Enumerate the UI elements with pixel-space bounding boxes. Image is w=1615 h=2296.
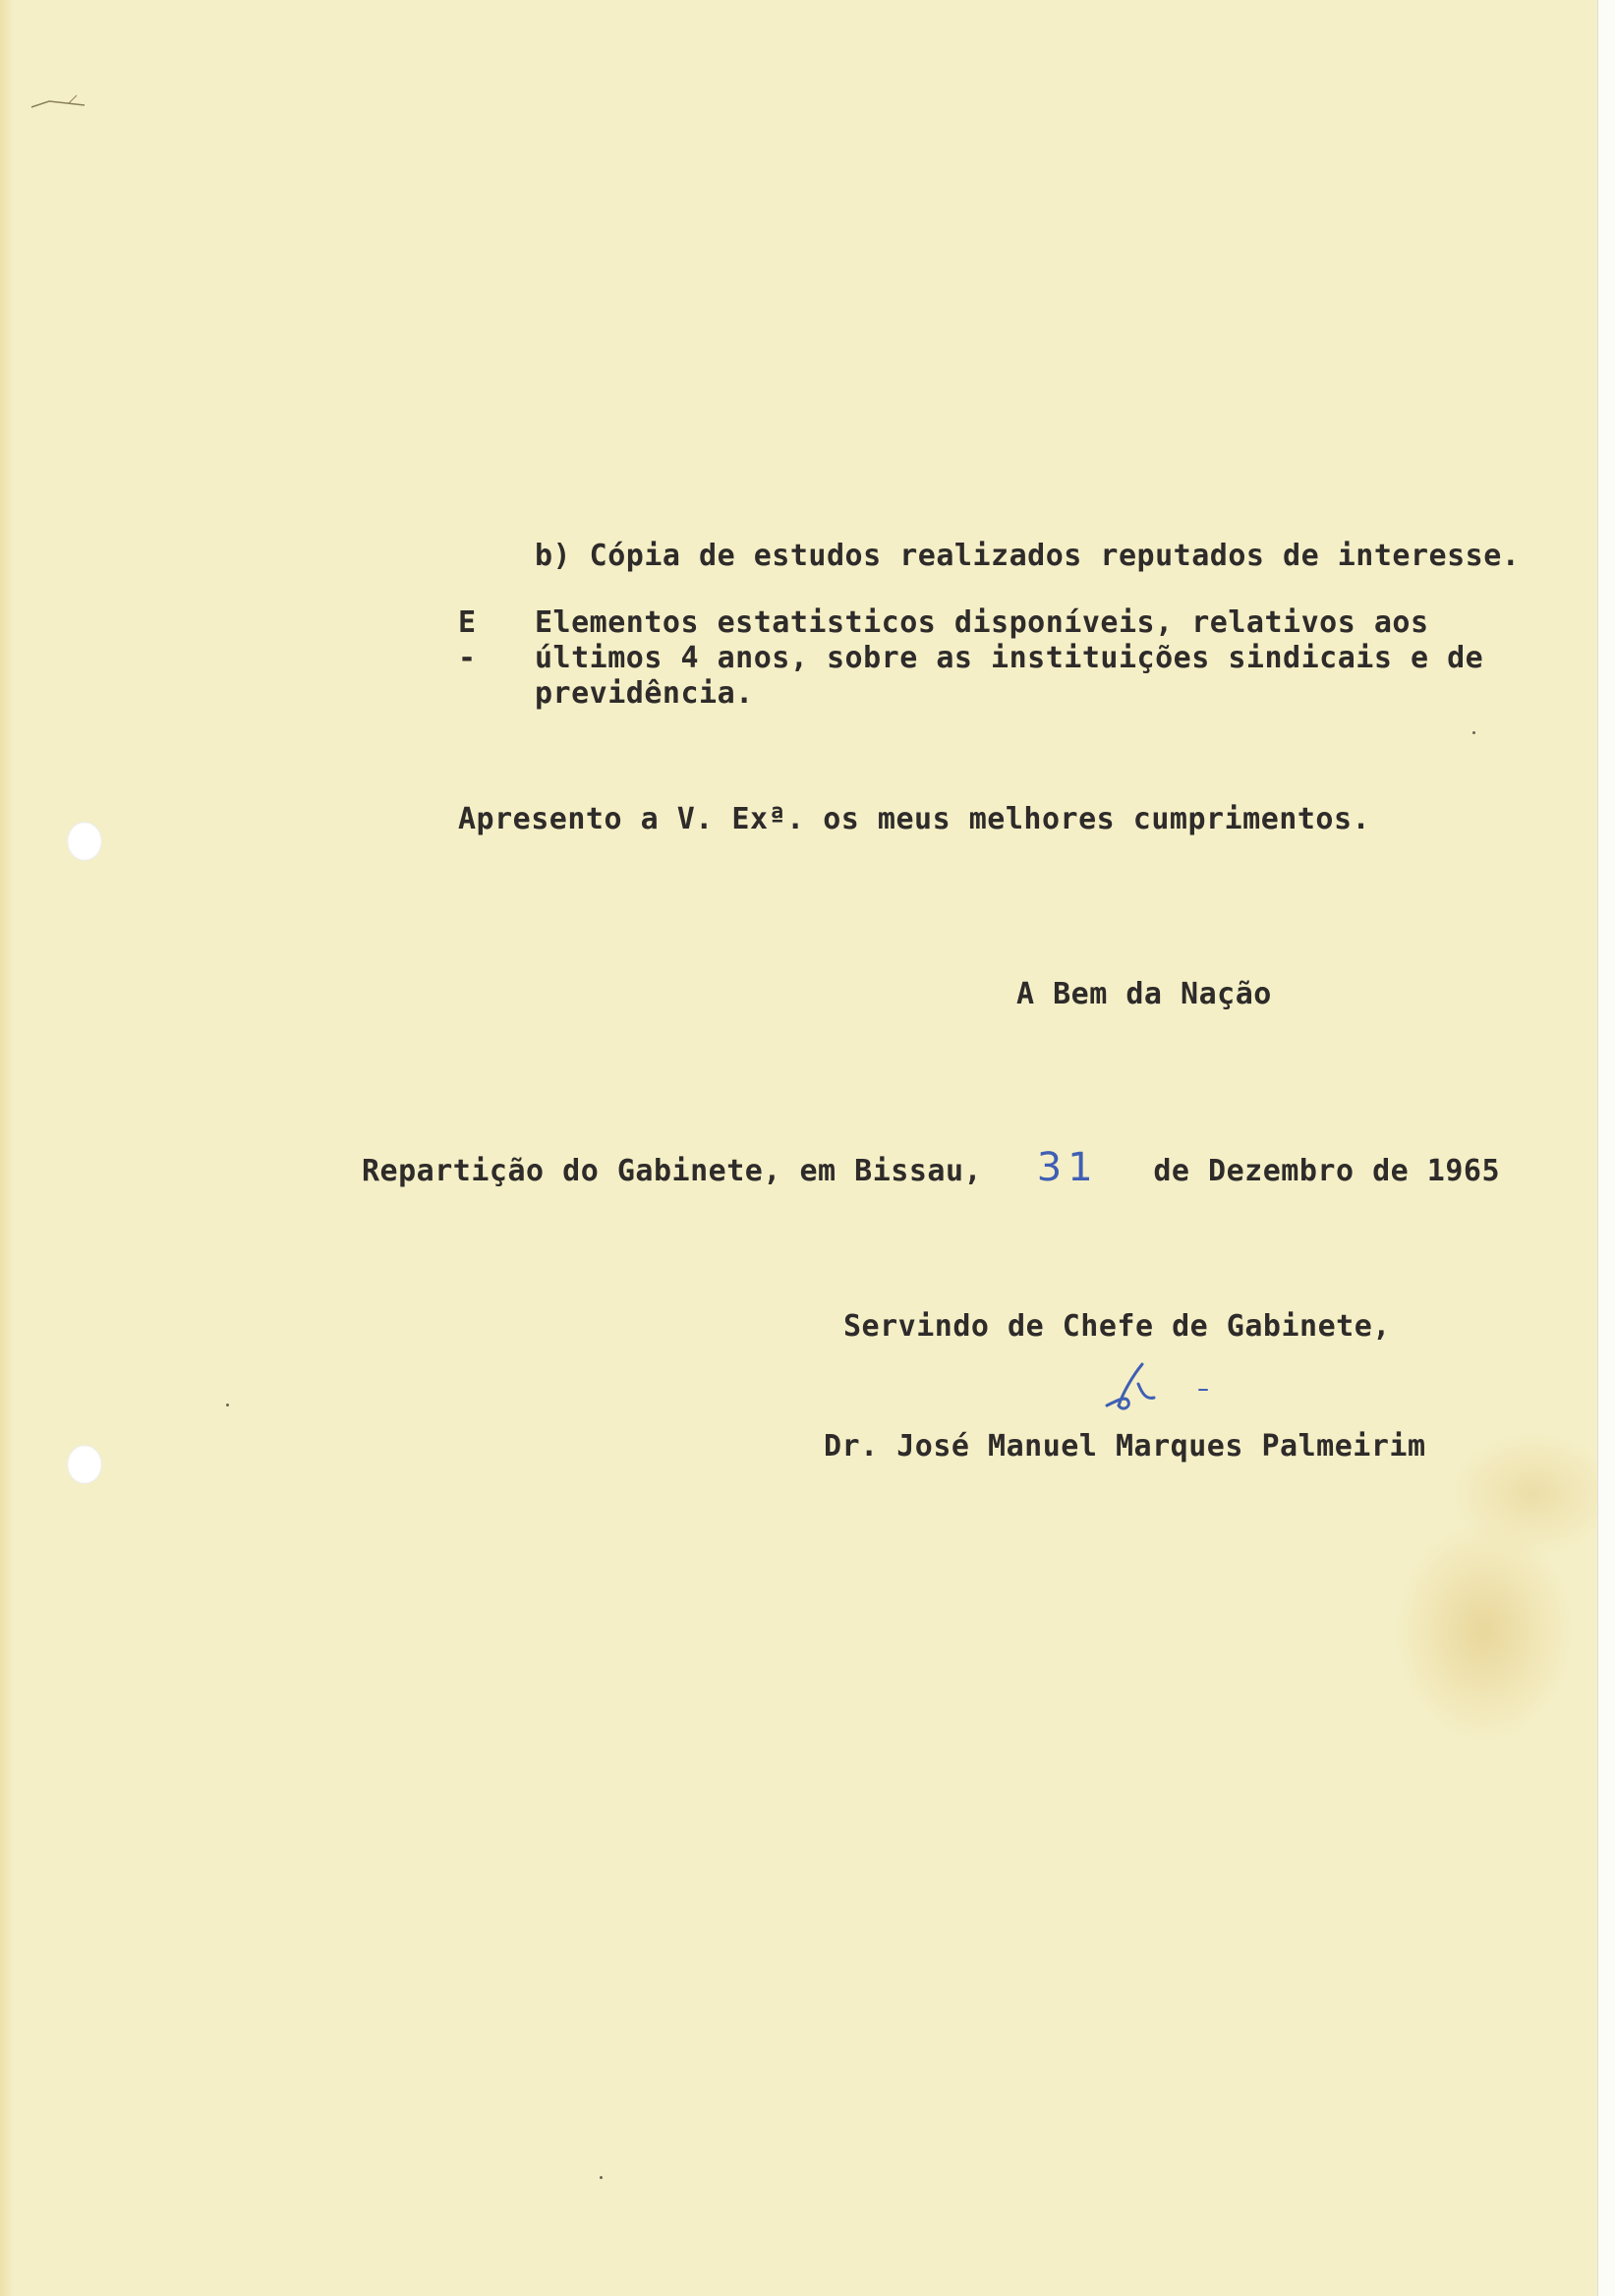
- item-b-line: b) Cópia de estudos realizados reputados de interesse.: [535, 539, 1521, 573]
- item-e-text: Elementos estatisticos disponíveis, relativos aos últimos 4 anos, sobre as instituições sindicais e de previdência.: [535, 605, 1484, 711]
- handwritten-signature: [1093, 1354, 1231, 1423]
- motto: A Bem da Nação: [1016, 977, 1272, 1011]
- paper-speck: [600, 2176, 603, 2179]
- place-suffix: de Dezembro de 1965: [1153, 1154, 1501, 1188]
- signer-title: Servindo de Chefe de Gabinete,: [843, 1309, 1391, 1344]
- paper-speck: [1472, 731, 1475, 734]
- handwritten-day: 31: [1036, 1145, 1099, 1190]
- punch-hole-top: [67, 822, 102, 861]
- corner-mark: [29, 93, 87, 113]
- punch-hole-bottom: [67, 1445, 102, 1484]
- scan-margin: [1597, 0, 1615, 2296]
- place-prefix: Repartição do Gabinete, em Bissau,: [362, 1154, 983, 1188]
- signer-name: Dr. José Manuel Marques Palmeirim: [824, 1429, 1426, 1464]
- item-e-marker: E -: [458, 605, 477, 675]
- place-date-line: [362, 1145, 1501, 1190]
- paper-speck: [226, 1404, 229, 1406]
- closing-greeting: Apresento a V. Exª. os meus melhores cumprimentos.: [458, 802, 1371, 836]
